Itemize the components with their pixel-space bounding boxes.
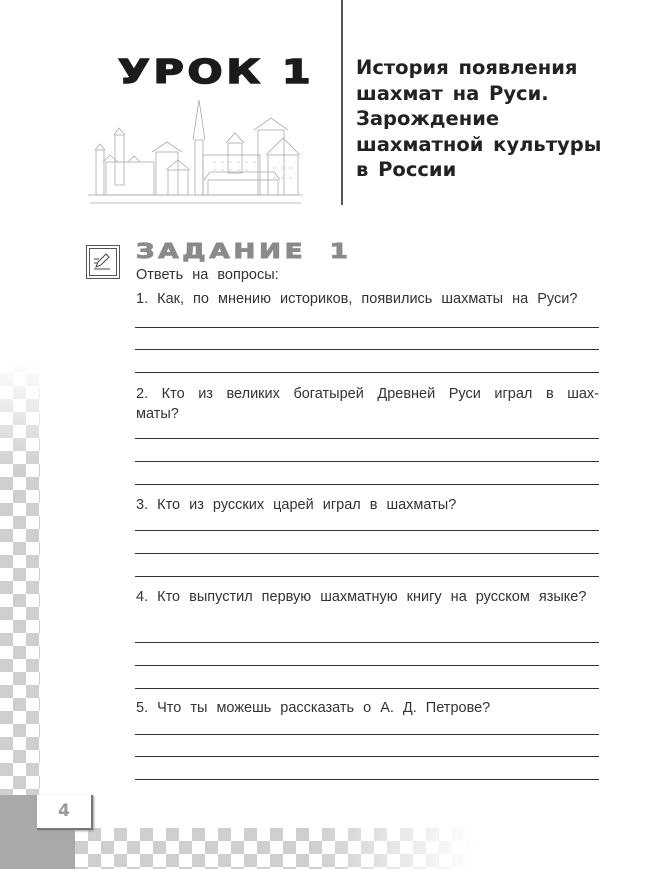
topic-line: шахмат на Руси. — [356, 81, 549, 105]
question-3: 3. Кто из русских царей играл в шахматы? — [136, 497, 457, 513]
topic-line: в России — [356, 158, 457, 181]
topic-line: шахматной культуры — [356, 132, 602, 156]
question-1: 1. Как, по мнению историков, появились шахматы на Руси? — [136, 291, 578, 307]
checker-decoration-left — [0, 360, 40, 800]
city-illustration-icon — [88, 100, 308, 208]
answer-line[interactable] — [135, 779, 599, 780]
answer-line[interactable] — [135, 327, 599, 328]
answer-line[interactable] — [135, 484, 599, 485]
header-divider — [341, 0, 343, 205]
task-title: ЗАДАНИЕ 1 — [136, 239, 352, 263]
answer-line[interactable] — [135, 576, 599, 577]
checker-decoration-bottom — [75, 828, 475, 869]
pencil-task-icon — [86, 245, 120, 279]
answer-line[interactable] — [135, 461, 599, 462]
question-2: 2. Кто из великих богатырей Древней Руси играл в шах-маты? — [136, 386, 599, 422]
page-number: 4 — [37, 795, 93, 830]
question-4: 4. Кто выпустил первую шахматную книгу на русском языке? — [136, 589, 587, 605]
lesson-topic — [356, 55, 601, 183]
answer-line[interactable] — [135, 734, 599, 735]
answer-line[interactable] — [135, 438, 599, 439]
answer-line[interactable] — [135, 665, 599, 666]
topic-line: История появления — [356, 56, 578, 79]
answer-line[interactable] — [135, 756, 599, 757]
task-instruction: Ответь на вопросы: — [136, 267, 279, 283]
answer-line[interactable] — [135, 688, 599, 689]
lesson-title: УРОК 1 — [118, 52, 315, 91]
answer-line[interactable] — [135, 642, 599, 643]
answer-line[interactable] — [135, 349, 599, 350]
answer-line[interactable] — [135, 372, 599, 373]
question-5: 5. Что ты можешь рассказать о А. Д. Петрове? — [136, 700, 491, 716]
answer-line[interactable] — [135, 530, 599, 531]
answer-line[interactable] — [135, 553, 599, 554]
topic-line: Зарождение — [356, 107, 500, 130]
